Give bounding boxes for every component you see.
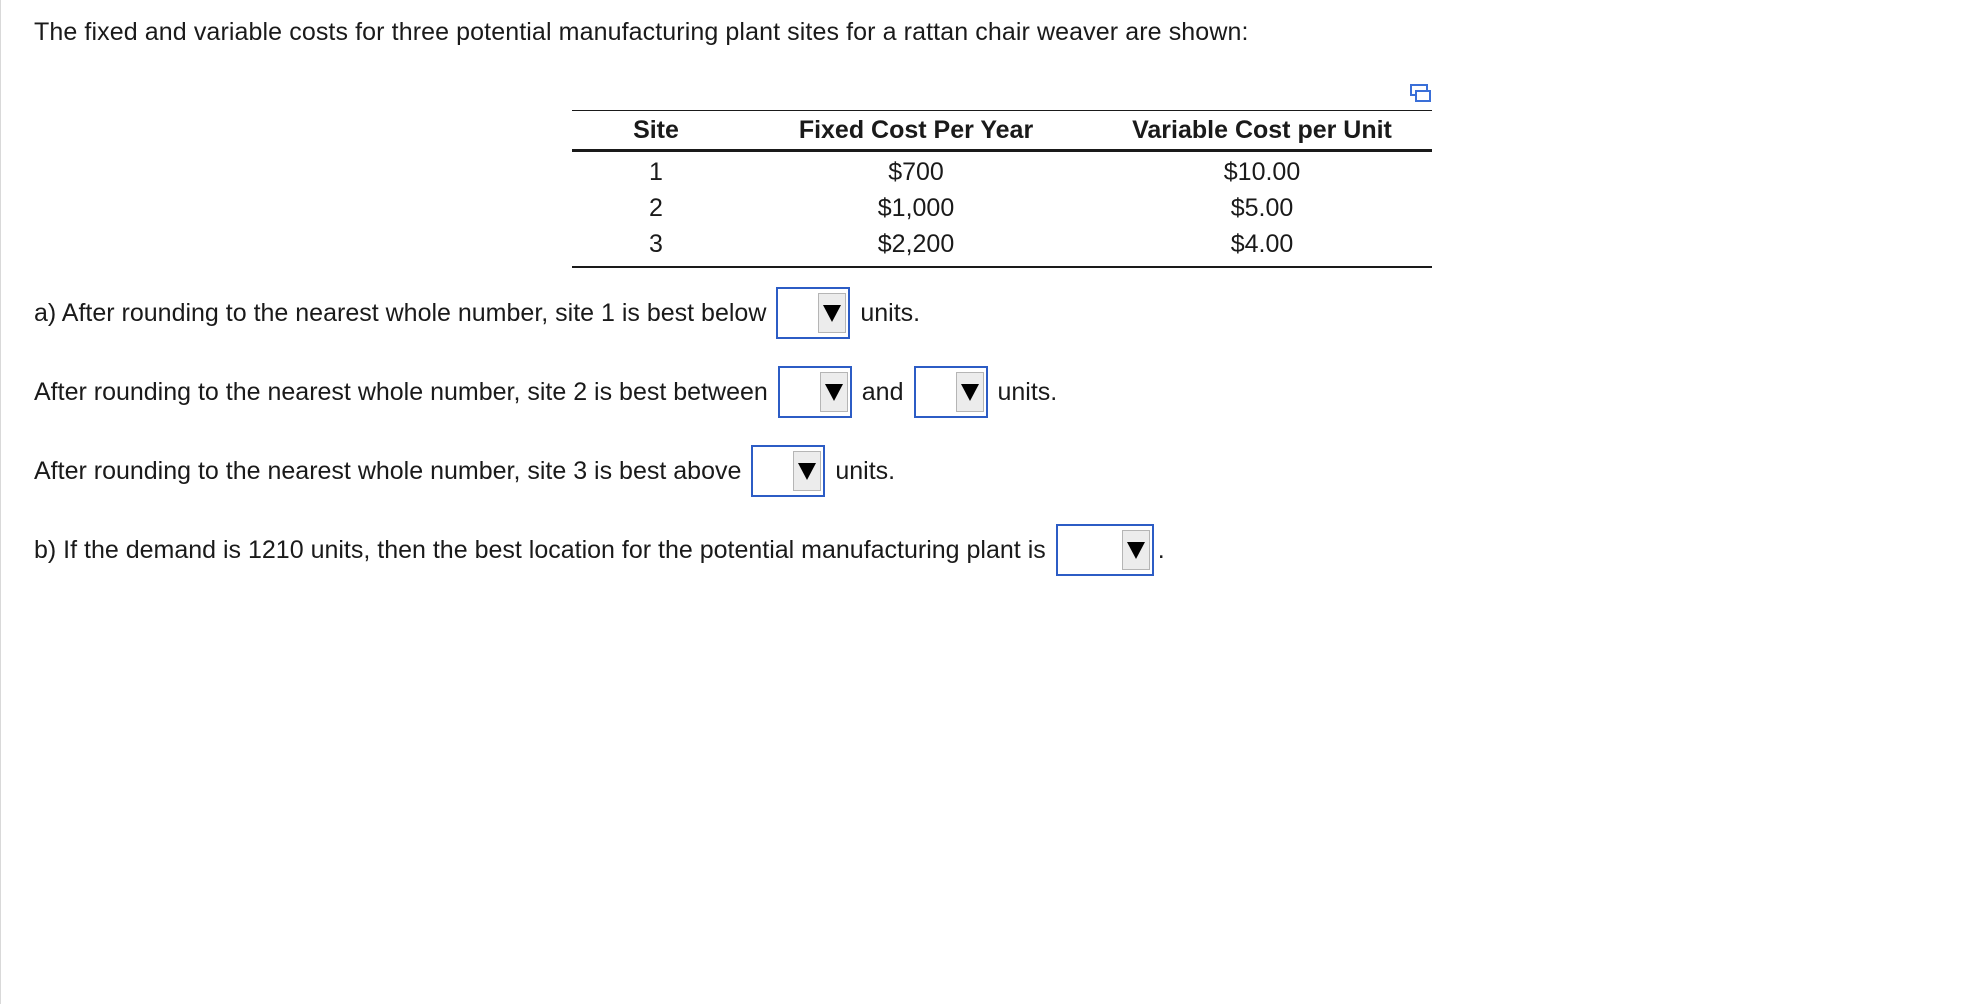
question-text: b) If the demand is 1210 units, then the best location for the potential manufacturing plant is: [34, 535, 1046, 564]
units-label: units.: [997, 377, 1058, 406]
cell-site: 2: [649, 193, 663, 222]
table-row: [572, 226, 1432, 267]
question-text: After rounding to the nearest whole number, site 2 is best between: [34, 377, 768, 406]
cell-variable-cost: $10.00: [1223, 157, 1301, 186]
units-label: units.: [860, 298, 921, 327]
header-fixed-cost: Fixed Cost Per Year: [740, 111, 1092, 151]
header-variable-cost: Variable Cost per Unit: [1092, 111, 1432, 151]
triangle-down-icon[interactable]: [1122, 530, 1150, 570]
site2-lower-dropdown[interactable]: [778, 366, 852, 418]
question-b-best-location: [34, 524, 1165, 576]
units-label: units.: [835, 456, 896, 485]
and-label: and: [861, 377, 904, 406]
table-row: [572, 151, 1432, 191]
header-site: Site: [572, 111, 740, 151]
triangle-down-icon[interactable]: [793, 451, 821, 491]
cell-site: 3: [572, 226, 740, 267]
question-a-site1: [34, 287, 920, 339]
cell-site: 1: [649, 157, 663, 186]
cost-table: [572, 110, 1432, 268]
cell-variable-cost: $5.00: [1230, 193, 1294, 222]
cell-fixed-cost: $700: [888, 157, 944, 186]
question-text: After rounding to the nearest whole number, site 3 is best above: [34, 456, 742, 485]
cell-variable-cost: $4.00: [1092, 226, 1432, 267]
cell-fixed-cost: $1,000: [877, 193, 955, 222]
table-header-row: [572, 111, 1432, 151]
cell-fixed-cost: $2,200: [740, 226, 1092, 267]
site3-threshold-dropdown[interactable]: [751, 445, 825, 497]
copy-icon[interactable]: [1410, 84, 1432, 104]
table-row: [572, 190, 1432, 226]
question-text: a) After rounding to the nearest whole number, site 1 is best below: [34, 298, 767, 327]
triangle-down-icon[interactable]: [956, 372, 984, 412]
question-a-site2: [34, 366, 1057, 418]
triangle-down-icon[interactable]: [818, 293, 846, 333]
period-label: .: [1157, 535, 1165, 564]
triangle-down-icon[interactable]: [820, 372, 848, 412]
best-location-dropdown[interactable]: [1056, 524, 1154, 576]
site2-upper-dropdown[interactable]: [914, 366, 988, 418]
question-a-site3: [34, 445, 895, 497]
site1-threshold-dropdown[interactable]: [776, 287, 850, 339]
problem-statement: The fixed and variable costs for three potential manufacturing plant sites for a rattan chair weaver are shown:: [34, 18, 1249, 46]
